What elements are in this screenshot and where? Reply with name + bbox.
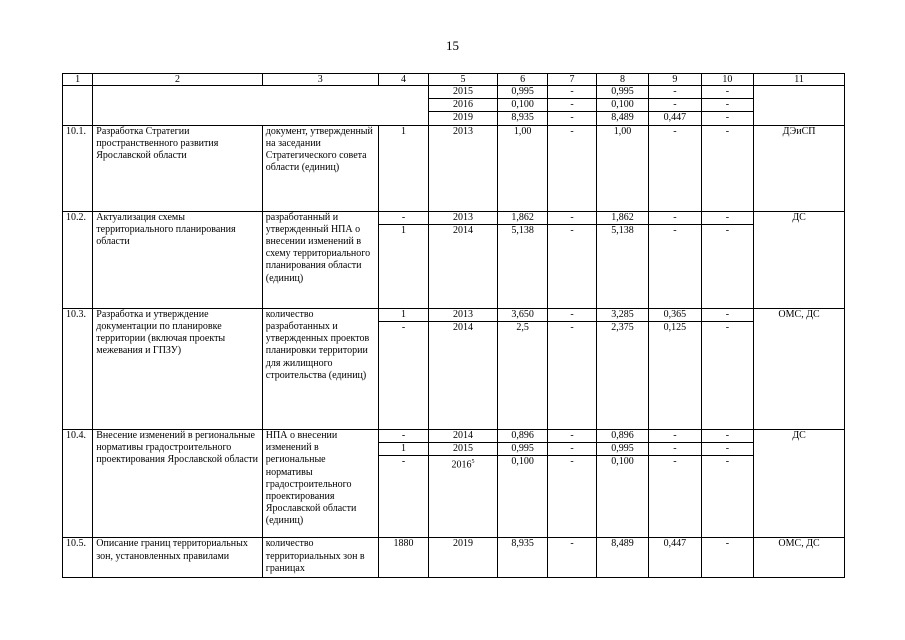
- c10-cell: -: [701, 538, 753, 578]
- total-cell: 1,00: [497, 125, 547, 211]
- c7-cell: -: [548, 443, 596, 456]
- table-row: [63, 211, 845, 224]
- c7-cell: -: [548, 224, 596, 308]
- header-cell: 4: [378, 74, 428, 86]
- header-cell: 7: [548, 74, 596, 86]
- c4-cell: 1880: [378, 538, 428, 578]
- c4-cell: -: [378, 211, 428, 224]
- c10-cell: -: [701, 86, 753, 99]
- total-cell: 1,862: [497, 211, 547, 224]
- c8-cell: 1,00: [596, 125, 648, 211]
- item-name: Разработка и утверждение документации по планировке территории (включая проекты межевания и ГПЗУ): [93, 308, 263, 429]
- c4-cell: -: [378, 430, 428, 443]
- item-number: 10.3.: [63, 308, 93, 429]
- c9-cell: 0,125: [649, 322, 701, 430]
- c7-cell: -: [548, 112, 596, 125]
- header-cell: 2: [93, 74, 263, 86]
- c7-cell: -: [548, 99, 596, 112]
- c9-cell: -: [649, 443, 701, 456]
- total-cell: 5,138: [497, 224, 547, 308]
- item-unit: НПА о внесении изменений в региональные нормативы градостроительного проектирования Ярославской области (единиц): [262, 430, 378, 538]
- program-table: [62, 73, 845, 578]
- c4-cell: 1: [378, 308, 428, 321]
- executor-cell: ОМС, ДС: [754, 308, 845, 429]
- c7-cell: -: [548, 322, 596, 430]
- c8-cell: 0,896: [596, 430, 648, 443]
- c10-cell: -: [701, 308, 753, 321]
- c7-cell: -: [548, 430, 596, 443]
- header-cell: 3: [262, 74, 378, 86]
- header-row: [63, 74, 845, 86]
- item-number: 10.4.: [63, 430, 93, 538]
- c10-cell: -: [701, 125, 753, 211]
- item-number: 10.2.: [63, 211, 93, 308]
- year-cell: 2013: [429, 308, 498, 321]
- c8-cell: 1,862: [596, 211, 648, 224]
- c9-cell: -: [649, 224, 701, 308]
- c4-cell: 1: [378, 443, 428, 456]
- total-cell: 3,650: [497, 308, 547, 321]
- table-row: [63, 86, 845, 99]
- total-cell: 0,100: [497, 456, 547, 538]
- table-row: [63, 125, 845, 211]
- header-cell: 9: [649, 74, 701, 86]
- year-cell: 2013: [429, 211, 498, 224]
- header-cell: 5: [429, 74, 498, 86]
- c9-cell: 0,447: [649, 112, 701, 125]
- header-cell: 1: [63, 74, 93, 86]
- item-number: 10.5.: [63, 538, 93, 578]
- c8-cell: 0,995: [596, 86, 648, 99]
- c8-cell: 2,375: [596, 322, 648, 430]
- header-cell: 8: [596, 74, 648, 86]
- header-cell: 11: [754, 74, 845, 86]
- year-cell: 2016: [429, 99, 498, 112]
- c4-cell: 1: [378, 125, 428, 211]
- year-cell: 2014: [429, 430, 498, 443]
- total-cell: 0,995: [497, 86, 547, 99]
- c10-cell: -: [701, 99, 753, 112]
- item-name: Разработка Стратегии пространственного развития Ярославской области: [93, 125, 263, 211]
- executor-cell: ОМС, ДС: [754, 538, 845, 578]
- c7-cell: -: [548, 86, 596, 99]
- year-cell: 2014: [429, 322, 498, 430]
- c9-cell: -: [649, 211, 701, 224]
- c8-cell: 0,100: [596, 99, 648, 112]
- c9-cell: -: [649, 99, 701, 112]
- c9-cell: 0,447: [649, 538, 701, 578]
- year-cell: 2019: [429, 538, 498, 578]
- executor-cell: ДС: [754, 211, 845, 308]
- table-row: [63, 430, 845, 443]
- c9-cell: 0,365: [649, 308, 701, 321]
- c10-cell: -: [701, 430, 753, 443]
- c9-cell: -: [649, 125, 701, 211]
- c7-cell: -: [548, 125, 596, 211]
- c9-cell: -: [649, 456, 701, 538]
- c8-cell: 5,138: [596, 224, 648, 308]
- year-value: 2016: [451, 459, 472, 471]
- c10-cell: -: [701, 322, 753, 430]
- header-cell: 6: [497, 74, 547, 86]
- c7-cell: -: [548, 308, 596, 321]
- c9-cell: -: [649, 430, 701, 443]
- year-cell: 2015: [429, 443, 498, 456]
- year-cell: 2019: [429, 112, 498, 125]
- c7-cell: -: [548, 538, 596, 578]
- table-row: [63, 538, 845, 578]
- total-cell: 8,935: [497, 538, 547, 578]
- item-unit: разработанный и утвержденный НПА о внесении изменений в схему территориального планирования области (единиц): [262, 211, 378, 308]
- executor-cell: ДЭиСП: [754, 125, 845, 211]
- total-cell: 8,935: [497, 112, 547, 125]
- year-cell: 2013: [429, 125, 498, 211]
- c10-cell: -: [701, 112, 753, 125]
- c8-cell: 3,285: [596, 308, 648, 321]
- c10-cell: -: [701, 224, 753, 308]
- item-unit: документ, утвержденный на заседании Стратегического совета области (единиц): [262, 125, 378, 211]
- empty-cell: [63, 86, 93, 126]
- item-unit: количество разработанных и утвержденных проектов планировки территории для жилищного строительства (единиц): [262, 308, 378, 429]
- c10-cell: -: [701, 456, 753, 538]
- total-cell: 0,995: [497, 443, 547, 456]
- executor-cell: ДС: [754, 430, 845, 538]
- c8-cell: 0,995: [596, 443, 648, 456]
- c8-cell: 8,489: [596, 112, 648, 125]
- c10-cell: -: [701, 443, 753, 456]
- empty-cell: [754, 86, 845, 126]
- total-cell: 2,5: [497, 322, 547, 430]
- item-unit: количество территориальных зон в границах: [262, 538, 378, 578]
- total-cell: 0,100: [497, 99, 547, 112]
- c9-cell: -: [649, 86, 701, 99]
- year-cell: 2014: [429, 224, 498, 308]
- c7-cell: -: [548, 456, 596, 538]
- year-cell: [429, 456, 498, 538]
- item-number: 10.1.: [63, 125, 93, 211]
- item-name: Актуализация схемы территориального планирования области: [93, 211, 263, 308]
- table-row: [63, 308, 845, 321]
- page-number: 15: [446, 38, 459, 53]
- c10-cell: -: [701, 211, 753, 224]
- c4-cell: -: [378, 322, 428, 430]
- year-cell: 2015: [429, 86, 498, 99]
- c8-cell: 8,489: [596, 538, 648, 578]
- c4-cell: -: [378, 456, 428, 538]
- c4-cell: 1: [378, 224, 428, 308]
- header-cell: 10: [701, 74, 753, 86]
- empty-cell: [93, 86, 429, 126]
- total-cell: 0,896: [497, 430, 547, 443]
- item-name: Описание границ территориальных зон, установленных правилами: [93, 538, 263, 578]
- footnote-marker: 5: [471, 459, 475, 466]
- c7-cell: -: [548, 211, 596, 224]
- item-name: Внесение изменений в региональные нормативы градостроительного проектирования Ярославской области: [93, 430, 263, 538]
- c8-cell: 0,100: [596, 456, 648, 538]
